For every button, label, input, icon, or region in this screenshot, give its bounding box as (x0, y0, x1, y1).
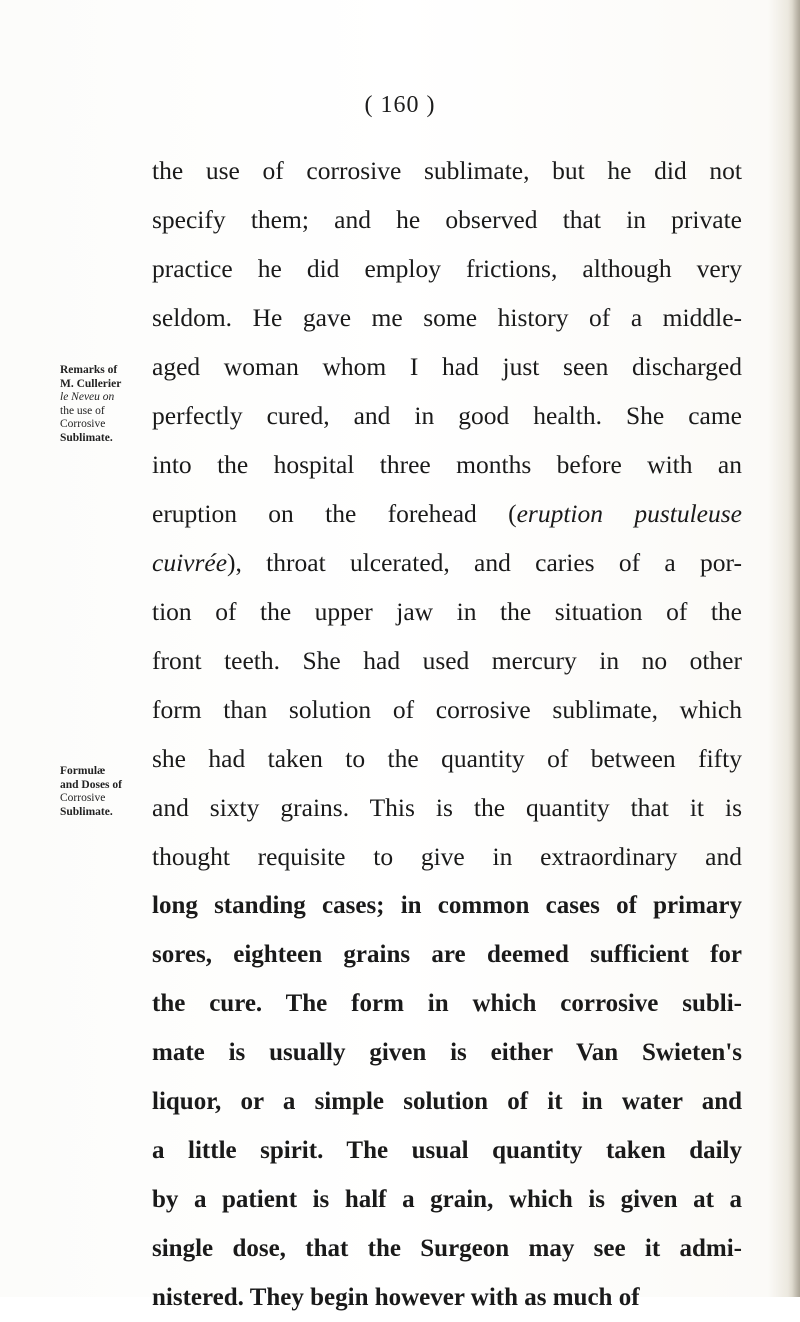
margin-note-line: Corrosive (60, 792, 106, 804)
text-line: long standing cases; in common cases of primary (152, 892, 742, 919)
italic-phrase: cuivrée (152, 548, 228, 577)
margin-note-line: M. Cullerier (60, 377, 122, 390)
text-line: the cure. The form in which corrosive subli- (152, 990, 742, 1017)
margin-note-line: the use of (60, 404, 105, 417)
text-line: practice he did employ frictions, although very (152, 254, 742, 283)
margin-note-line: Formulæ (60, 765, 106, 777)
text-line-with-italic (152, 489, 742, 538)
text-line: specify them; and he observed that in private (152, 205, 742, 234)
text-line: single dose, that the Surgeon may see it admi- (152, 1235, 742, 1262)
margin-note-line: Sublimate. (60, 805, 113, 818)
margin-note-remarks (60, 364, 150, 445)
text-line: a little spirit. The usual quantity taken daily (152, 1137, 742, 1164)
text-line: sores, eighteen grains are deemed sufficient for (152, 941, 742, 968)
page-edge-shadow (788, 0, 800, 1297)
margin-note-line: Remarks of (60, 364, 118, 376)
body-text (152, 146, 742, 1322)
text-line: seldom. He gave me some history of a middle- (152, 303, 742, 332)
text-line: tion of the upper jaw in the situation of the (152, 597, 742, 626)
margin-note-line: Sublimate. (60, 431, 113, 444)
text-line: nistered. They begin however with as much of (152, 1284, 640, 1311)
text-fragment: eruption on the forehead ( (152, 499, 517, 528)
text-line: liquor, or a simple solution of it in water and (152, 1088, 742, 1115)
text-line: mate is usually given is either Van Swieten's (152, 1039, 742, 1066)
text-line: front teeth. She had used mercury in no other (152, 646, 742, 675)
page-number: ( 160 ) (364, 92, 436, 118)
margin-note-formulae (60, 765, 150, 819)
text-line: she had taken to the quantity of between fifty (152, 744, 742, 773)
text-line: aged woman whom I had just seen discharged (152, 352, 742, 381)
text-line: and sixty grains. This is the quantity that it is (152, 793, 742, 822)
text-line: thought requisite to give in extraordinary and (152, 842, 742, 871)
text-line: perfectly cured, and in good health. She came (152, 401, 742, 430)
text-line: into the hospital three months before with an (152, 450, 742, 479)
margin-note-line: le Neveu on (60, 391, 115, 403)
text-line: form than solution of corrosive sublimate, which (152, 695, 742, 724)
margin-note-line: and Doses of (60, 778, 122, 791)
text-line-with-italic (152, 538, 742, 587)
margin-note-line: Corrosive (60, 418, 106, 430)
text-line: by a patient is half a grain, which is given at a (152, 1186, 742, 1213)
italic-phrase: eruption pustuleuse (516, 499, 742, 528)
text-line: the use of corrosive sublimate, but he did not (152, 156, 742, 185)
text-fragment: ), throat ulcerated, and caries of a por- (227, 548, 742, 577)
